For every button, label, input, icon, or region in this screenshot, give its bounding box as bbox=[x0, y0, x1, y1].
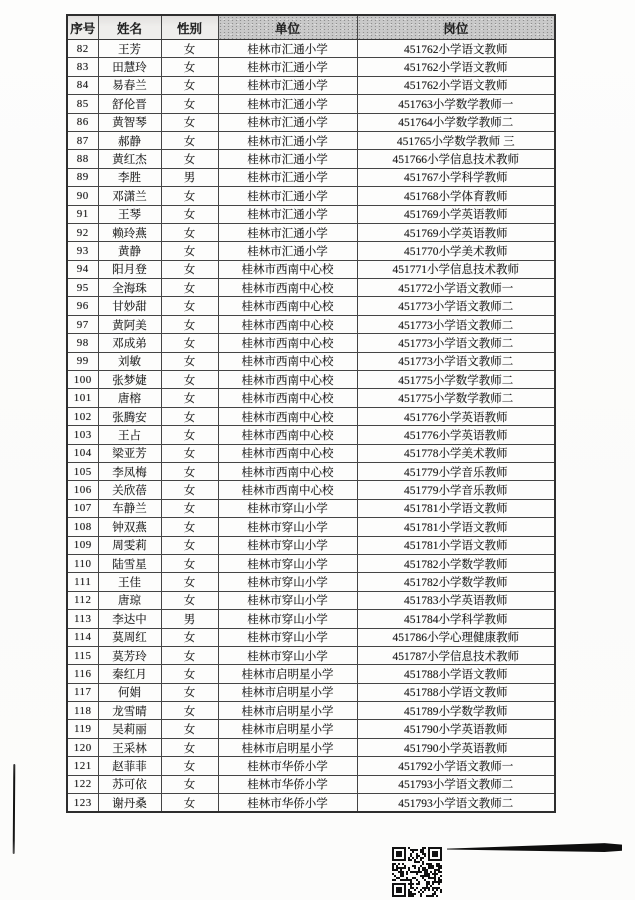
cell-no: 84 bbox=[67, 76, 98, 94]
cell-unit: 桂林市西南中心校 bbox=[218, 371, 357, 389]
teacher-roster-table bbox=[66, 14, 556, 813]
table-row bbox=[67, 76, 555, 94]
table-row bbox=[67, 683, 555, 701]
cell-no: 95 bbox=[67, 279, 98, 297]
cell-post: 451773小学语文教师二 bbox=[357, 297, 555, 315]
cell-unit: 桂林市穿山小学 bbox=[218, 628, 357, 646]
cell-no: 122 bbox=[67, 775, 98, 793]
cell-gender: 女 bbox=[161, 76, 218, 94]
cell-gender: 女 bbox=[161, 628, 218, 646]
cell-unit: 桂林市穿山小学 bbox=[218, 646, 357, 664]
cell-post: 451766小学信息技术教师 bbox=[357, 150, 555, 168]
cell-no: 102 bbox=[67, 407, 98, 425]
cell-no: 94 bbox=[67, 260, 98, 278]
cell-gender: 女 bbox=[161, 205, 218, 223]
table-row bbox=[67, 187, 555, 205]
cell-gender: 女 bbox=[161, 499, 218, 517]
cell-name: 苏可依 bbox=[98, 775, 161, 793]
cell-no: 89 bbox=[67, 168, 98, 186]
cell-post: 451762小学语文教师 bbox=[357, 40, 555, 58]
cell-unit: 桂林市汇通小学 bbox=[218, 113, 357, 131]
cell-name: 李达中 bbox=[98, 610, 161, 628]
table-row bbox=[67, 628, 555, 646]
cell-no: 85 bbox=[67, 95, 98, 113]
cell-gender: 女 bbox=[161, 389, 218, 407]
cell-unit: 桂林市汇通小学 bbox=[218, 150, 357, 168]
cell-name: 王琴 bbox=[98, 205, 161, 223]
table-row bbox=[67, 444, 555, 462]
cell-gender: 女 bbox=[161, 95, 218, 113]
cell-post: 451773小学语文教师二 bbox=[357, 334, 555, 352]
cell-gender: 女 bbox=[161, 738, 218, 756]
scan-artifact-swoosh bbox=[447, 843, 622, 852]
cell-no: 111 bbox=[67, 573, 98, 591]
cell-post: 451782小学数学教师 bbox=[357, 573, 555, 591]
cell-gender: 女 bbox=[161, 573, 218, 591]
cell-post: 451779小学音乐教师 bbox=[357, 462, 555, 480]
table-row bbox=[67, 223, 555, 241]
cell-gender: 女 bbox=[161, 407, 218, 425]
cell-name: 谢丹桑 bbox=[98, 794, 161, 813]
cell-gender: 女 bbox=[161, 334, 218, 352]
cell-post: 451765小学数学教师 三 bbox=[357, 131, 555, 149]
qr-code bbox=[392, 847, 442, 897]
cell-no: 86 bbox=[67, 113, 98, 131]
cell-unit: 桂林市西南中心校 bbox=[218, 315, 357, 333]
table-row bbox=[67, 646, 555, 664]
cell-gender: 女 bbox=[161, 720, 218, 738]
cell-name: 赖玲燕 bbox=[98, 223, 161, 241]
cell-no: 101 bbox=[67, 389, 98, 407]
cell-unit: 桂林市穿山小学 bbox=[218, 518, 357, 536]
cell-name: 甘妙甜 bbox=[98, 297, 161, 315]
table-row bbox=[67, 554, 555, 572]
cell-no: 98 bbox=[67, 334, 98, 352]
cell-name: 李胜 bbox=[98, 168, 161, 186]
cell-name: 邓潇兰 bbox=[98, 187, 161, 205]
cell-name: 关欣蓓 bbox=[98, 481, 161, 499]
cell-name: 黄智琴 bbox=[98, 113, 161, 131]
cell-no: 92 bbox=[67, 223, 98, 241]
cell-name: 唐琼 bbox=[98, 591, 161, 609]
cell-gender: 女 bbox=[161, 794, 218, 813]
cell-unit: 桂林市汇通小学 bbox=[218, 168, 357, 186]
cell-unit: 桂林市穿山小学 bbox=[218, 554, 357, 572]
table-row bbox=[67, 150, 555, 168]
cell-no: 110 bbox=[67, 554, 98, 572]
cell-name: 王采林 bbox=[98, 738, 161, 756]
cell-unit: 桂林市华侨小学 bbox=[218, 757, 357, 775]
cell-gender: 女 bbox=[161, 444, 218, 462]
cell-gender: 女 bbox=[161, 518, 218, 536]
cell-unit: 桂林市穿山小学 bbox=[218, 499, 357, 517]
cell-name: 张腾安 bbox=[98, 407, 161, 425]
cell-name: 龙雪晴 bbox=[98, 702, 161, 720]
cell-no: 83 bbox=[67, 58, 98, 76]
cell-name: 全海珠 bbox=[98, 279, 161, 297]
cell-name: 舒伦晋 bbox=[98, 95, 161, 113]
cell-name: 刘敏 bbox=[98, 352, 161, 370]
cell-unit: 桂林市西南中心校 bbox=[218, 444, 357, 462]
cell-name: 莫芳玲 bbox=[98, 646, 161, 664]
cell-gender: 女 bbox=[161, 757, 218, 775]
cell-no: 97 bbox=[67, 315, 98, 333]
cell-unit: 桂林市西南中心校 bbox=[218, 297, 357, 315]
cell-gender: 女 bbox=[161, 58, 218, 76]
cell-unit: 桂林市西南中心校 bbox=[218, 426, 357, 444]
table-row bbox=[67, 315, 555, 333]
cell-unit: 桂林市启明星小学 bbox=[218, 702, 357, 720]
cell-unit: 桂林市西南中心校 bbox=[218, 279, 357, 297]
cell-unit: 桂林市启明星小学 bbox=[218, 738, 357, 756]
cell-unit: 桂林市汇通小学 bbox=[218, 95, 357, 113]
cell-gender: 女 bbox=[161, 315, 218, 333]
cell-no: 112 bbox=[67, 591, 98, 609]
table-row bbox=[67, 389, 555, 407]
cell-post: 451770小学美术教师 bbox=[357, 242, 555, 260]
cell-no: 120 bbox=[67, 738, 98, 756]
cell-no: 105 bbox=[67, 462, 98, 480]
cell-post: 451762小学语文教师 bbox=[357, 58, 555, 76]
col-header-gender: 性别 bbox=[161, 15, 218, 40]
cell-unit: 桂林市西南中心校 bbox=[218, 260, 357, 278]
table-row bbox=[67, 738, 555, 756]
cell-name: 王占 bbox=[98, 426, 161, 444]
cell-no: 107 bbox=[67, 499, 98, 517]
cell-post: 451762小学语文教师 bbox=[357, 76, 555, 94]
cell-gender: 女 bbox=[161, 775, 218, 793]
table-row bbox=[67, 573, 555, 591]
cell-no: 119 bbox=[67, 720, 98, 738]
cell-gender: 女 bbox=[161, 223, 218, 241]
cell-name: 何娟 bbox=[98, 683, 161, 701]
table-row bbox=[67, 665, 555, 683]
cell-no: 91 bbox=[67, 205, 98, 223]
cell-gender: 女 bbox=[161, 554, 218, 572]
table-row bbox=[67, 536, 555, 554]
cell-unit: 桂林市西南中心校 bbox=[218, 462, 357, 480]
cell-gender: 女 bbox=[161, 279, 218, 297]
table-row bbox=[67, 131, 555, 149]
cell-name: 唐榕 bbox=[98, 389, 161, 407]
col-header-post: 岗位 bbox=[357, 15, 555, 40]
table-row bbox=[67, 518, 555, 536]
table-row bbox=[67, 720, 555, 738]
table-row bbox=[67, 591, 555, 609]
table-row bbox=[67, 58, 555, 76]
cell-unit: 桂林市穿山小学 bbox=[218, 573, 357, 591]
cell-gender: 男 bbox=[161, 610, 218, 628]
cell-post: 451790小学英语教师 bbox=[357, 738, 555, 756]
cell-unit: 桂林市西南中心校 bbox=[218, 334, 357, 352]
cell-unit: 桂林市启明星小学 bbox=[218, 683, 357, 701]
cell-no: 90 bbox=[67, 187, 98, 205]
cell-gender: 女 bbox=[161, 702, 218, 720]
cell-post: 451769小学英语教师 bbox=[357, 223, 555, 241]
cell-post: 451768小学体育教师 bbox=[357, 187, 555, 205]
table-row bbox=[67, 775, 555, 793]
cell-post: 451793小学语文教师二 bbox=[357, 775, 555, 793]
cell-name: 王芳 bbox=[98, 40, 161, 58]
cell-unit: 桂林市穿山小学 bbox=[218, 610, 357, 628]
cell-post: 451778小学美术教师 bbox=[357, 444, 555, 462]
cell-gender: 女 bbox=[161, 683, 218, 701]
cell-unit: 桂林市华侨小学 bbox=[218, 794, 357, 813]
cell-gender: 女 bbox=[161, 536, 218, 554]
table-row bbox=[67, 352, 555, 370]
cell-name: 张梦婕 bbox=[98, 371, 161, 389]
cell-unit: 桂林市穿山小学 bbox=[218, 536, 357, 554]
cell-gender: 女 bbox=[161, 371, 218, 389]
cell-no: 116 bbox=[67, 665, 98, 683]
cell-post: 451788小学语文教师 bbox=[357, 665, 555, 683]
cell-no: 117 bbox=[67, 683, 98, 701]
table-row bbox=[67, 426, 555, 444]
cell-post: 451779小学音乐教师 bbox=[357, 481, 555, 499]
cell-name: 吴莉丽 bbox=[98, 720, 161, 738]
cell-gender: 女 bbox=[161, 665, 218, 683]
cell-unit: 桂林市西南中心校 bbox=[218, 407, 357, 425]
cell-unit: 桂林市西南中心校 bbox=[218, 352, 357, 370]
cell-unit: 桂林市西南中心校 bbox=[218, 481, 357, 499]
table-row bbox=[67, 610, 555, 628]
cell-post: 451781小学语文教师 bbox=[357, 518, 555, 536]
table-row bbox=[67, 334, 555, 352]
cell-post: 451788小学语文教师 bbox=[357, 683, 555, 701]
cell-post: 451783小学英语教师 bbox=[357, 591, 555, 609]
cell-unit: 桂林市华侨小学 bbox=[218, 775, 357, 793]
cell-name: 车静兰 bbox=[98, 499, 161, 517]
cell-post: 451782小学数学教师 bbox=[357, 554, 555, 572]
table-row bbox=[67, 279, 555, 297]
cell-name: 周雯莉 bbox=[98, 536, 161, 554]
cell-post: 451775小学数学教师二 bbox=[357, 371, 555, 389]
cell-name: 黄阿美 bbox=[98, 315, 161, 333]
cell-post: 451763小学数学教师一 bbox=[357, 95, 555, 113]
cell-name: 郝静 bbox=[98, 131, 161, 149]
cell-post: 451773小学语文教师二 bbox=[357, 315, 555, 333]
table-row bbox=[67, 462, 555, 480]
cell-post: 451781小学语文教师 bbox=[357, 536, 555, 554]
cell-post: 451771小学信息技术教师 bbox=[357, 260, 555, 278]
table-row bbox=[67, 371, 555, 389]
cell-gender: 女 bbox=[161, 591, 218, 609]
cell-gender: 女 bbox=[161, 40, 218, 58]
table-row bbox=[67, 297, 555, 315]
cell-no: 118 bbox=[67, 702, 98, 720]
cell-post: 451792小学语文教师一 bbox=[357, 757, 555, 775]
cell-unit: 桂林市汇通小学 bbox=[218, 205, 357, 223]
cell-name: 莫周红 bbox=[98, 628, 161, 646]
table-row bbox=[67, 168, 555, 186]
cell-no: 109 bbox=[67, 536, 98, 554]
cell-name: 田慧玲 bbox=[98, 58, 161, 76]
scan-artifact-edge-line bbox=[13, 764, 16, 854]
cell-post: 451776小学英语教师 bbox=[357, 426, 555, 444]
cell-post: 451789小学数学教师 bbox=[357, 702, 555, 720]
cell-no: 106 bbox=[67, 481, 98, 499]
cell-no: 96 bbox=[67, 297, 98, 315]
cell-gender: 女 bbox=[161, 297, 218, 315]
cell-post: 451793小学语文教师二 bbox=[357, 794, 555, 813]
cell-unit: 桂林市西南中心校 bbox=[218, 389, 357, 407]
table-row bbox=[67, 499, 555, 517]
cell-gender: 女 bbox=[161, 131, 218, 149]
cell-gender: 女 bbox=[161, 242, 218, 260]
cell-no: 104 bbox=[67, 444, 98, 462]
cell-no: 103 bbox=[67, 426, 98, 444]
table-row bbox=[67, 794, 555, 813]
cell-name: 李凤梅 bbox=[98, 462, 161, 480]
cell-name: 黄红杰 bbox=[98, 150, 161, 168]
cell-post: 451786小学心理健康教师 bbox=[357, 628, 555, 646]
cell-no: 121 bbox=[67, 757, 98, 775]
cell-unit: 桂林市启明星小学 bbox=[218, 665, 357, 683]
cell-no: 100 bbox=[67, 371, 98, 389]
col-header-name: 姓名 bbox=[98, 15, 161, 40]
cell-post: 451775小学数学教师二 bbox=[357, 389, 555, 407]
col-header-index: 序号 bbox=[67, 15, 98, 40]
cell-post: 451781小学语文教师 bbox=[357, 499, 555, 517]
cell-gender: 女 bbox=[161, 352, 218, 370]
cell-no: 108 bbox=[67, 518, 98, 536]
cell-no: 114 bbox=[67, 628, 98, 646]
table-row bbox=[67, 260, 555, 278]
cell-gender: 女 bbox=[161, 150, 218, 168]
cell-no: 87 bbox=[67, 131, 98, 149]
table-row bbox=[67, 95, 555, 113]
cell-post: 451767小学科学教师 bbox=[357, 168, 555, 186]
cell-name: 易春兰 bbox=[98, 76, 161, 94]
cell-gender: 女 bbox=[161, 260, 218, 278]
cell-no: 99 bbox=[67, 352, 98, 370]
cell-post: 451764小学数学教师二 bbox=[357, 113, 555, 131]
cell-post: 451769小学英语教师 bbox=[357, 205, 555, 223]
cell-post: 451776小学英语教师 bbox=[357, 407, 555, 425]
cell-post: 451787小学信息技术教师 bbox=[357, 646, 555, 664]
cell-name: 赵菲菲 bbox=[98, 757, 161, 775]
cell-no: 115 bbox=[67, 646, 98, 664]
cell-name: 钟双燕 bbox=[98, 518, 161, 536]
cell-gender: 女 bbox=[161, 187, 218, 205]
cell-post: 451772小学语文教师一 bbox=[357, 279, 555, 297]
cell-post: 451773小学语文教师二 bbox=[357, 352, 555, 370]
col-header-unit: 单位 bbox=[218, 15, 357, 40]
table-row bbox=[67, 481, 555, 499]
cell-gender: 女 bbox=[161, 481, 218, 499]
cell-name: 王佳 bbox=[98, 573, 161, 591]
cell-unit: 桂林市汇通小学 bbox=[218, 40, 357, 58]
cell-name: 黄静 bbox=[98, 242, 161, 260]
table-row bbox=[67, 407, 555, 425]
table-row bbox=[67, 702, 555, 720]
cell-gender: 女 bbox=[161, 646, 218, 664]
cell-unit: 桂林市汇通小学 bbox=[218, 131, 357, 149]
table-row bbox=[67, 113, 555, 131]
cell-gender: 女 bbox=[161, 462, 218, 480]
table-row bbox=[67, 757, 555, 775]
cell-no: 82 bbox=[67, 40, 98, 58]
cell-post: 451784小学科学教师 bbox=[357, 610, 555, 628]
cell-gender: 女 bbox=[161, 426, 218, 444]
cell-unit: 桂林市启明星小学 bbox=[218, 720, 357, 738]
cell-name: 阳月登 bbox=[98, 260, 161, 278]
table-row bbox=[67, 40, 555, 58]
cell-no: 93 bbox=[67, 242, 98, 260]
table-header-row bbox=[67, 15, 555, 40]
cell-name: 邓成弟 bbox=[98, 334, 161, 352]
cell-no: 113 bbox=[67, 610, 98, 628]
cell-gender: 男 bbox=[161, 168, 218, 186]
cell-unit: 桂林市汇通小学 bbox=[218, 58, 357, 76]
cell-unit: 桂林市汇通小学 bbox=[218, 242, 357, 260]
cell-no: 123 bbox=[67, 794, 98, 813]
cell-name: 梁亚芳 bbox=[98, 444, 161, 462]
cell-unit: 桂林市汇通小学 bbox=[218, 223, 357, 241]
table-body bbox=[67, 40, 555, 813]
cell-gender: 女 bbox=[161, 113, 218, 131]
cell-no: 88 bbox=[67, 150, 98, 168]
table-row bbox=[67, 205, 555, 223]
cell-unit: 桂林市穿山小学 bbox=[218, 591, 357, 609]
table-row bbox=[67, 242, 555, 260]
cell-name: 陆雪星 bbox=[98, 554, 161, 572]
cell-post: 451790小学英语教师 bbox=[357, 720, 555, 738]
cell-unit: 桂林市汇通小学 bbox=[218, 76, 357, 94]
cell-name: 秦红月 bbox=[98, 665, 161, 683]
cell-unit: 桂林市汇通小学 bbox=[218, 187, 357, 205]
